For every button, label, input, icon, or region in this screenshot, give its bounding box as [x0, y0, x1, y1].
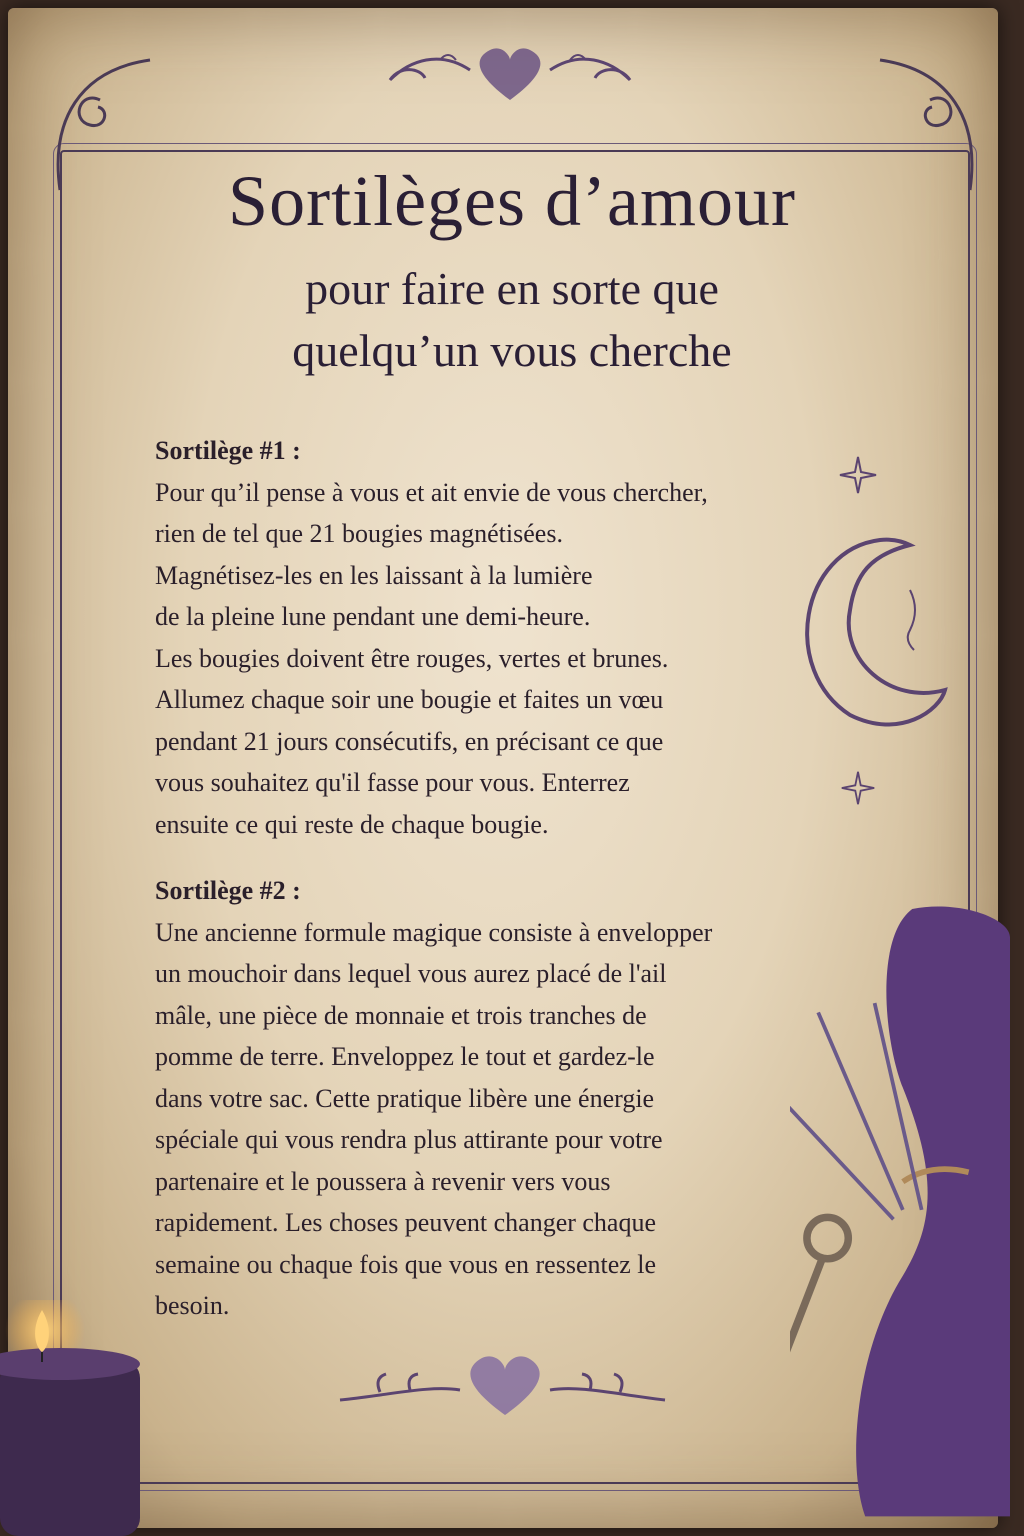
spell-2-heading: Sortilège #2 : — [155, 876, 301, 905]
spell-1-line: pendant 21 jours consécutifs, en précisant ce que — [155, 726, 664, 756]
spell-2-line: pomme de terre. Enveloppez le tout et gardez-le — [155, 1042, 655, 1071]
spell-2-line: rapidement. Les choses peuvent changer chaque — [155, 1208, 657, 1237]
page-subtitle — [0, 258, 1024, 382]
spell-1 — [155, 430, 795, 845]
spell-2-line: mâle, une pièce de monnaie et trois tranches de — [155, 1000, 647, 1030]
candle-icon — [0, 1300, 145, 1536]
spell-2-line: un mouchoir dans lequel vous aurez placé de l'ail — [155, 959, 667, 988]
top-heart-ornament — [330, 30, 690, 110]
spell-2-line: dans votre sac. Cette pratique libère une énergie — [155, 1083, 655, 1113]
spell-1-heading: Sortilège #1 : — [155, 436, 301, 465]
page-title: Sortilèges d’amour — [228, 161, 796, 241]
spell-2-line: spéciale qui vous rendra plus attirante pour votre — [155, 1125, 663, 1154]
spell-1-line: vous souhaitez qu'il fasse pour vous. Enterrez — [155, 768, 630, 797]
spell-1-line: rien de tel que 21 bougies magnétisées. — [155, 519, 563, 548]
spell-1-line: Allumez chaque soir une bougie et faites un vœu — [155, 685, 664, 714]
subtitle-line-1: pour faire en sorte que — [305, 263, 719, 314]
spell-1-line: de la pleine lune pendant une demi-heure. — [155, 602, 591, 631]
subtitle-line-2: quelqu’un vous cherche — [292, 325, 732, 376]
key-icon — [790, 1217, 848, 1463]
spell-1-line: ensuite ce qui reste de chaque bougie. — [155, 809, 549, 839]
spell-1-line: Magnétisez-les en les laissant à la lumière — [155, 560, 593, 590]
spell-2-line: semaine ou chaque fois que vous en ressentez le — [155, 1249, 657, 1279]
heart-icon — [480, 48, 541, 100]
pouch-icon — [790, 880, 1010, 1536]
spell-2-line: besoin. — [155, 1291, 230, 1320]
heart-icon — [470, 1356, 539, 1415]
sparkle-icon — [840, 770, 876, 806]
spell-2-line: Une ancienne formule magique consiste à envelopper — [155, 917, 713, 947]
spell-1-line: Pour qu’il pense à vous et ait envie de vous chercher, — [155, 477, 708, 507]
spell-2-line: partenaire et le poussera à revenir vers vous — [155, 1166, 611, 1196]
sparkle-icon — [838, 455, 878, 495]
spell-1-line: Les bougies doivent être rouges, vertes et brunes. — [155, 643, 669, 673]
spell-2 — [155, 870, 795, 1327]
bottom-heart-ornament — [320, 1330, 680, 1430]
